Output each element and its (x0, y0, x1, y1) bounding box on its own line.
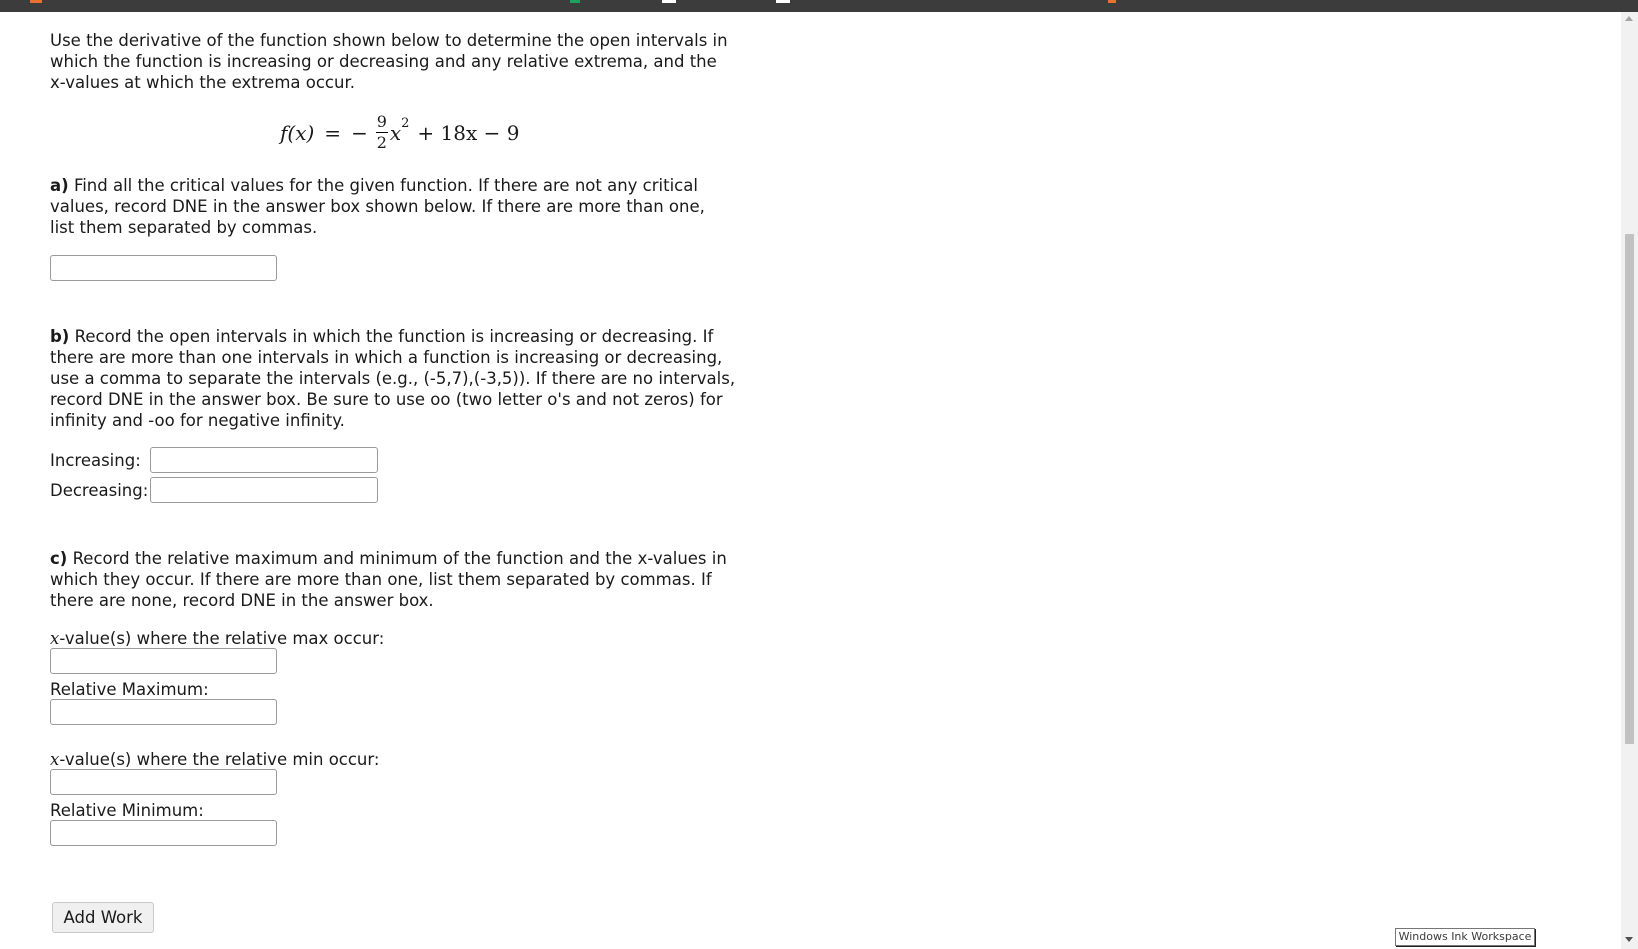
tab-favicon-icon (570, 0, 580, 3)
function-formula (280, 112, 519, 153)
min-x-input[interactable] (50, 769, 277, 795)
tab-favicon-icon (30, 0, 42, 3)
increasing-input[interactable] (150, 447, 378, 473)
rel-min-input[interactable] (50, 820, 277, 846)
tab-favicon-icon (662, 0, 676, 3)
part-c-label: c) (50, 549, 68, 568)
scrollbar-thumb[interactable] (1625, 234, 1634, 744)
min-x-label-text: -value(s) where the relative min occur: (59, 750, 380, 769)
part-b-instructions: Record the open intervals in which the function is increasing or decreasing. If there are more than one intervals in which a function is increasing or decreasing, use a comma to separate the intervals (e.g., (-5,7),(-3,5)). If there are no intervals, record DNE in the answer box. Be sure to use oo (two letter o's and not zeros) for infinity and -oo for negative infinity. (50, 327, 736, 430)
math-x: x (50, 750, 60, 769)
formula-rest: + 18x − 9 (417, 120, 520, 145)
max-x-label (50, 628, 384, 649)
decreasing-label: Decreasing: (50, 480, 149, 500)
max-x-input[interactable] (50, 648, 277, 674)
formula-fraction (376, 112, 388, 153)
browser-top-strip (0, 0, 1638, 12)
scroll-down-icon[interactable] (1625, 937, 1633, 942)
formula-exponent: 2 (401, 116, 410, 131)
increasing-row (50, 447, 378, 473)
formula-var: x (389, 120, 402, 145)
part-b-label: b) (50, 327, 70, 346)
critical-values-input[interactable] (50, 255, 277, 281)
max-x-label-text: -value(s) where the relative max occur: (59, 629, 385, 648)
scroll-up-icon[interactable] (1625, 16, 1633, 21)
intro-text: Use the derivative of the function shown below to determine the open intervals in which the function is increasing or decreasing and any relative extrema, and the x-values at which the extrema occur. (50, 31, 728, 92)
formula-lhs: f(x) (280, 120, 315, 145)
tab-favicon-icon (1108, 0, 1116, 3)
part-b-text (50, 326, 750, 431)
increasing-label: Increasing: (50, 450, 141, 470)
windows-ink-workspace-tooltip: Windows Ink Workspace (1395, 928, 1535, 946)
part-a-label: a) (50, 176, 69, 195)
math-x: x (50, 629, 60, 648)
formula-equals: = (324, 120, 342, 145)
part-c-text (50, 548, 730, 611)
rel-min-label: Relative Minimum: (50, 801, 204, 820)
fraction-denominator: 2 (376, 133, 387, 152)
tab-favicon-icon (776, 0, 790, 3)
part-a-instructions: Find all the critical values for the given function. If there are not any critical values, record DNE in the answer box shown below. If there are more than one, list them separated by commas. (50, 176, 705, 237)
part-a-text (50, 175, 730, 238)
fraction-numerator: 9 (376, 112, 387, 131)
rel-max-input[interactable] (50, 699, 277, 725)
decreasing-input[interactable] (150, 477, 378, 503)
add-work-button[interactable]: Add Work (52, 902, 154, 933)
decreasing-row (50, 477, 378, 503)
part-c-instructions: Record the relative maximum and minimum of the function and the x-values in which they occur. If there are more than one, list them separated by commas. If there are none, record DNE in the answer box. (50, 549, 727, 610)
formula-minus: − (351, 120, 368, 145)
rel-max-label: Relative Maximum: (50, 680, 209, 699)
vertical-scrollbar[interactable] (1621, 12, 1638, 949)
min-x-label (50, 749, 379, 770)
